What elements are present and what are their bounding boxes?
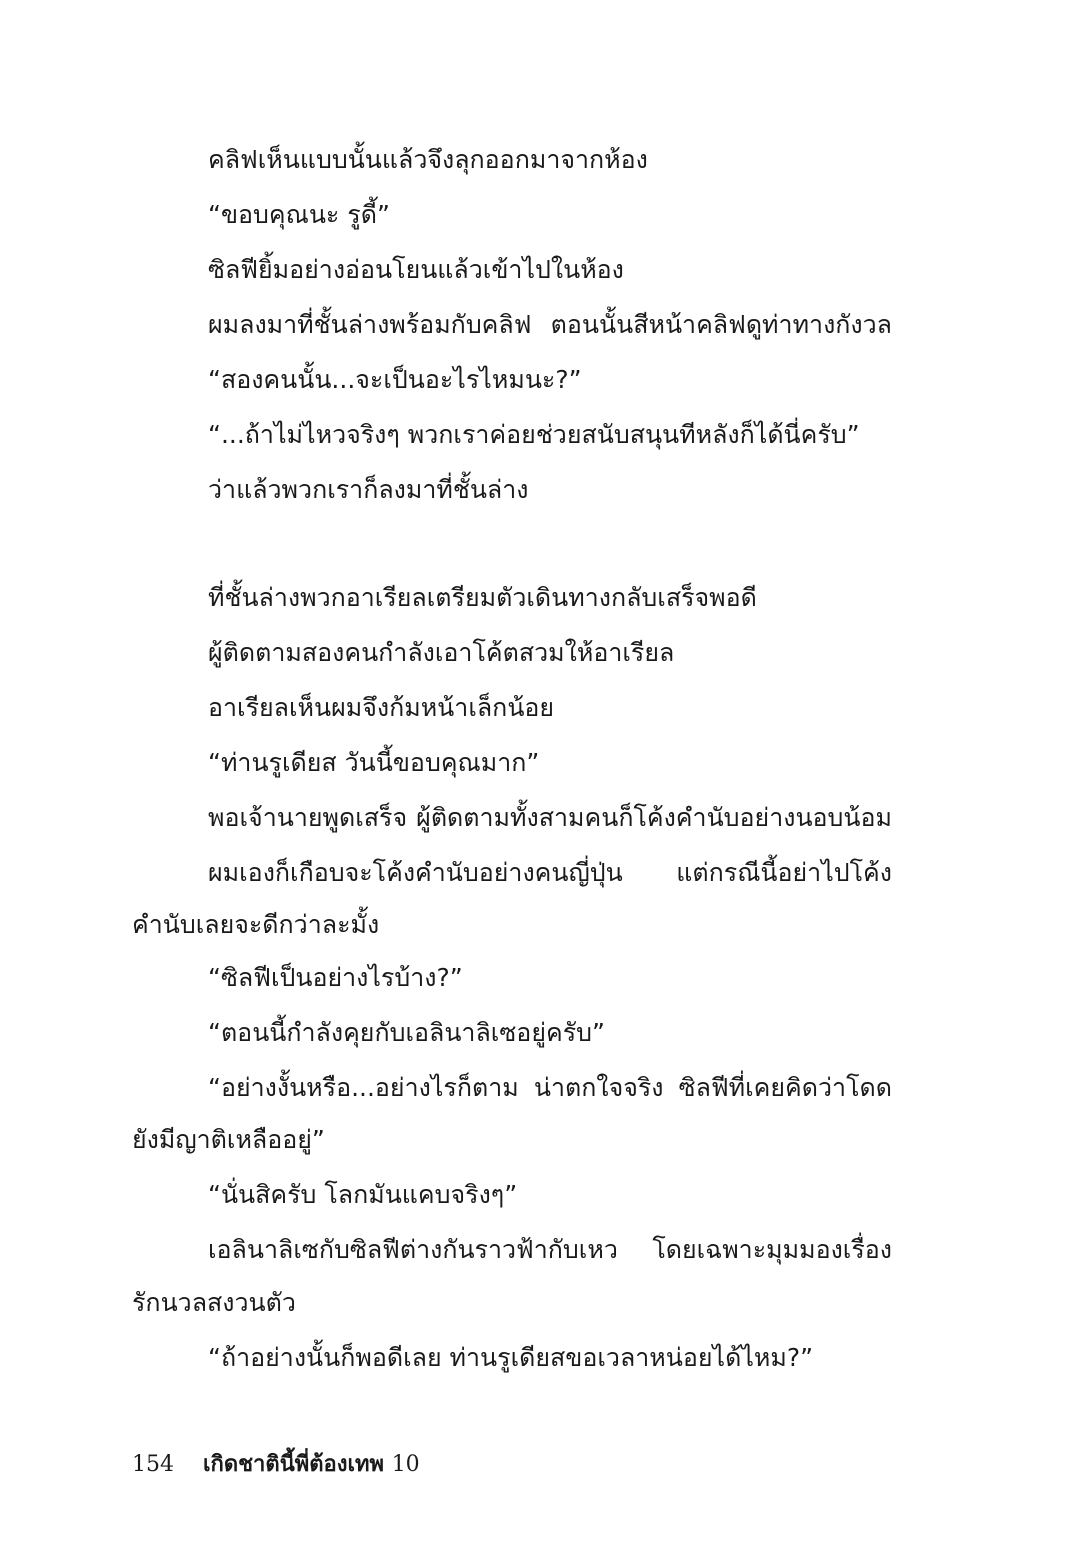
paragraph-line: ซิลฟียิ้มอย่างอ่อนโยนแล้วเข้าไปในห้อง [208,255,624,284]
paragraph-line: “ตอนนี้กำลังคุยกับเอลินาลิเซอยู่ครับ” [208,1018,605,1047]
paragraph-line: “ถ้าอย่างนั้นก็พอดีเลย ท่านรูเดียสขอเวลาหน่อยได้ไหม?” [208,1343,814,1372]
paragraph-line: ที่ชั้นล่างพวกอาเรียลเตรียมตัวเดินทางกลับเสร็จพอดี [208,583,757,612]
paragraph-line: คลิฟเห็นแบบนั้นแล้วจึงลุกออกมาจากห้อง [208,145,648,174]
paragraph-line: “...ถ้าไม่ไหวจริงๆ พวกเราค่อยช่วยสนับสนุนทีหลังก็ได้นี่ครับ” [208,420,860,449]
paragraph-line: พอเจ้านายพูดเสร็จ ผู้ติดตามทั้งสามคนก็โค้งคำนับอย่างนอบน้อม [208,803,892,832]
paragraph-line: “อย่างงั้นหรือ...อย่างไรก็ตาม น่าตกใจจริง ซิลฟีที่เคยคิดว่าโดด [208,1073,892,1102]
paragraph-line: ผมลงมาที่ชั้นล่างพร้อมกับคลิฟ ตอนนั้นสีหน้าคลิฟดูท่าทางกังวล [208,310,892,339]
page-number: 154 [132,1452,174,1477]
paragraph-line: “ซิลฟีเป็นอย่างไรบ้าง?” [208,963,463,992]
paragraph-line: “นั่นสิครับ โลกมันแคบจริงๆ” [208,1180,518,1209]
paragraph-line: “สองคนนั้น...จะเป็นอะไรไหมนะ?” [208,365,582,394]
book-title [203,1452,420,1477]
paragraph-line: ยังมีญาติเหลืออยู่” [132,1125,325,1154]
paragraph-line: ผมเองก็เกือบจะโค้งคำนับอย่างคนญี่ปุ่น แต่กรณีนี้อย่าไปโค้ง [208,858,892,887]
paragraph-line: ว่าแล้วพวกเราก็ลงมาที่ชั้นล่าง [208,475,529,504]
paragraph-line: อาเรียลเห็นผมจึงก้มหน้าเล็กน้อย [208,693,555,722]
book-title-text: เกิดชาตินี้พี่ต้องเทพ [203,1452,385,1477]
paragraph-line: ผู้ติดตามสองคนกำลังเอาโค้ตสวมให้อาเรียล [208,638,675,667]
paragraph-line: คำนับเลยจะดีกว่าละมั้ง [132,910,380,939]
paragraph-line: “ท่านรูเดียส วันนี้ขอบคุณมาก” [208,748,540,777]
volume-number: 10 [391,1452,420,1477]
page-footer [132,1450,420,1480]
paragraph-line: รักนวลสงวนตัว [132,1288,296,1317]
paragraph-line: “ขอบคุณนะ รูดี้” [208,200,390,229]
paragraph-line: เอลินาลิเซกับซิลฟีต่างกันราวฟ้ากับเหว โดยเฉพาะมุมมองเรื่อง [208,1235,892,1264]
